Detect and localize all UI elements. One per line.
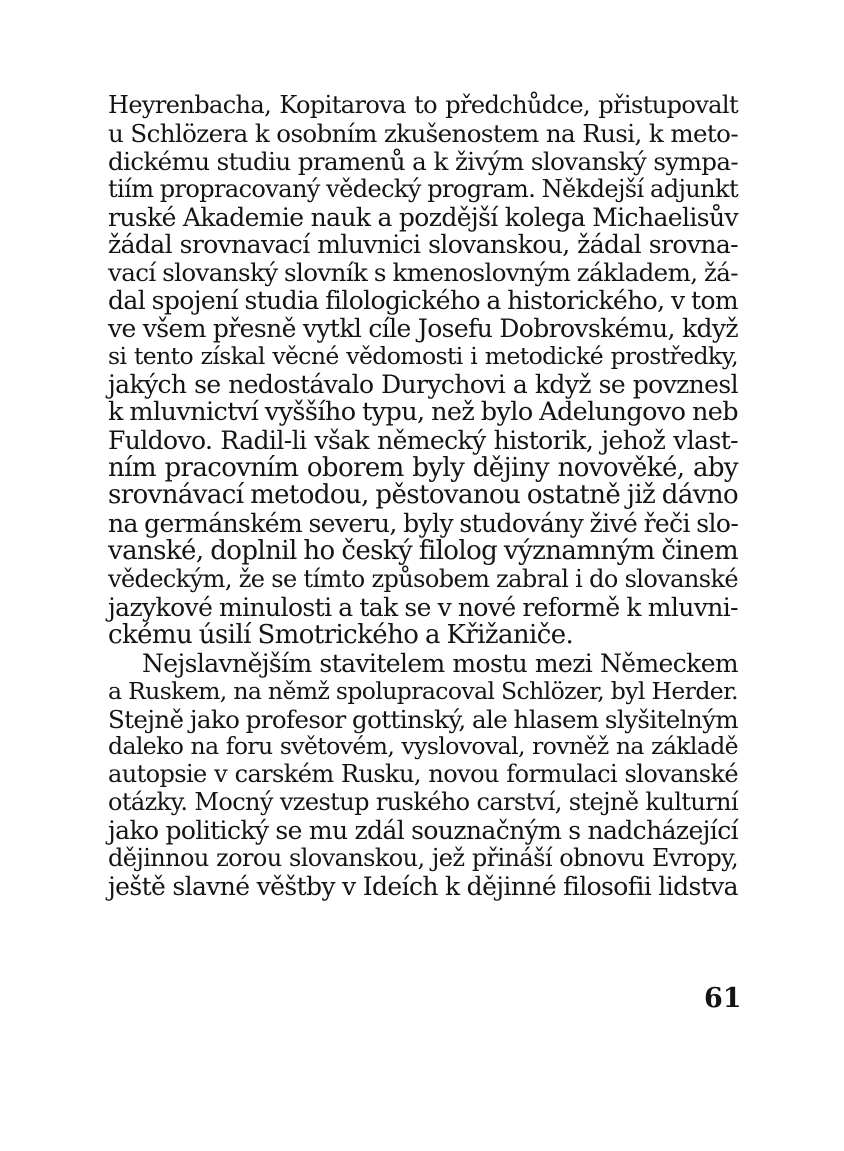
text-line: dal spojení studia filologického a historického, v tom [108, 286, 738, 316]
text-line: ckému úsilí Smotrického a Křižaniče. [108, 619, 574, 650]
paragraph-2 [108, 650, 738, 901]
body-text [108, 92, 738, 901]
text-line: na germánském severu, byly studovány živé řeči slo- [108, 509, 739, 539]
text-line: daleko na foru světovém, vyslovoval, rovněž na základě [108, 732, 738, 761]
text-line: vědeckým, že se tímto způsobem zabral i do slovanské [108, 565, 738, 594]
text-line: Fuldovo. Radil-li však německý historik, jehož vlast- [108, 425, 738, 455]
text-line: otázky. Mocný vzestup ruského carství, stejně kulturní [108, 788, 738, 817]
text-line: žádal srovnavací mluvnici slovanskou, žádal srovna- [108, 230, 738, 260]
text-line: ruské Akademie nauk a pozdější kolega Michaelisův [108, 202, 738, 232]
text-line: tiím propracovaný vědecký program. Někdejší adjunkt [108, 174, 738, 203]
text-line: dickému studiu pramenů a k živým slovanský sympa- [108, 146, 738, 176]
text-line: ještě slavné věštby v Ideích k dějinné filosofii lidstva [108, 871, 738, 901]
text-line: jako politický se mu zdál souznačným s nadcházející [108, 816, 738, 846]
text-line: Stejně jako profesor gottinský, ale hlasem slyšitelným [108, 704, 738, 734]
text-line: ve všem přesně vytkl cíle Josefu Dobrovskému, když [108, 314, 738, 344]
page-number: 61 [704, 983, 742, 1014]
text-line: Nejslavnějším stavitelem mostu mezi Německem [142, 648, 738, 678]
text-line: srovnávací metodou, pěstovanou ostatně již dávno [108, 480, 739, 511]
text-line: si tento získal věcné vědomosti i metodické prostředky, [108, 342, 738, 371]
text-line: vací slovanský slovník s kmenoslovným základem, žá- [108, 258, 738, 288]
text-line: ním pracovním oborem byly dějiny novověké, aby [108, 452, 738, 483]
text-line: jakých se nedostávalo Durychovi a když se povznesl [108, 369, 738, 399]
text-line: jazykové minulosti a tak se v nové reformě k mluvni- [108, 593, 738, 623]
text-line: k mluvnictví vyššího typu, než bylo Adelungovo neb [108, 396, 738, 427]
text-line: Heyrenbacha, Kopitarova to předchůdce, přistupovalt [108, 91, 738, 119]
text-line: autopsie v carském Rusku, novou formulaci slovanské [108, 760, 738, 789]
text-line: a Ruskem, na němž spolupracoval Schlözer, byl Herder. [108, 676, 738, 705]
text-line: dějinnou zorou slovanskou, jež přináší obnovu Evropy, [108, 844, 738, 873]
text-line: vanské, doplnil ho český filolog významným činem [108, 536, 738, 567]
text-line: u Schlözera k osobním zkušenostem na Rusi, k meto- [108, 118, 738, 148]
paragraph-1 [108, 92, 738, 650]
